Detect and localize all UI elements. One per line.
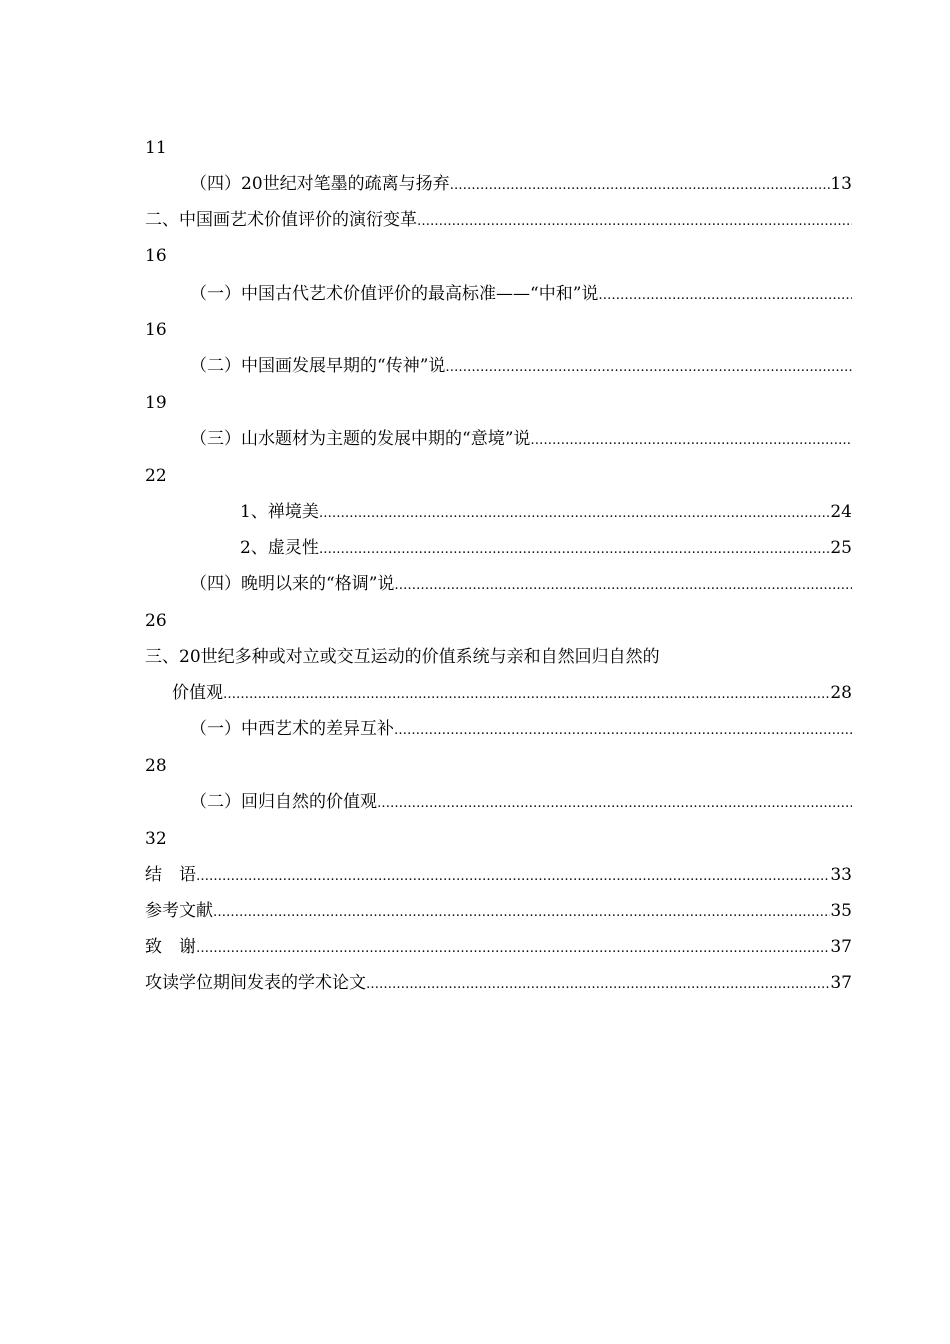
entry-title: （四）晚明以来的“格调”说 — [190, 574, 395, 594]
entry-title: （一）中国古代艺术价值评价的最高标准——“中和”说 — [190, 284, 599, 304]
dot-leader — [196, 936, 830, 962]
entry-title: （二）中国画发展早期的“传神”说 — [190, 356, 446, 376]
entry-title: 结 语 — [145, 865, 196, 885]
toc-entry[interactable] — [190, 353, 852, 379]
toc-entry[interactable] — [240, 499, 852, 525]
toc-entry[interactable] — [172, 680, 852, 706]
toc-page-number — [145, 390, 167, 416]
toc-page-number — [145, 135, 167, 161]
entry-title: 参考文献 — [145, 901, 213, 921]
dot-leader — [319, 537, 831, 563]
entry-title: （一）中西艺术的差异互补 — [190, 719, 394, 739]
toc-page-number — [145, 608, 167, 634]
dot-leader — [394, 718, 852, 744]
page-number: 35 — [830, 901, 852, 921]
page-number: 33 — [830, 865, 852, 885]
entry-title: 1、禅境美 — [240, 502, 319, 522]
page-number: 22 — [145, 466, 167, 486]
dot-leader — [213, 900, 830, 926]
toc-page-number — [145, 243, 167, 269]
page-number: 16 — [145, 320, 167, 340]
page-number: 24 — [830, 502, 852, 522]
entry-title: 二、中国画艺术价值评价的演衍变革 — [145, 210, 417, 230]
dot-leader — [377, 791, 852, 817]
toc-entry[interactable] — [240, 535, 852, 561]
page-number: 28 — [830, 683, 852, 703]
entry-title: 2、虚灵性 — [240, 538, 319, 558]
toc-entry[interactable] — [145, 207, 852, 233]
page-number: 37 — [830, 973, 852, 993]
toc-entry[interactable] — [190, 426, 852, 452]
entry-title: 三、20世纪多种或对立或交互运动的价值系统与亲和自然回归自然的 — [145, 647, 660, 667]
dot-leader — [196, 864, 830, 890]
entry-title: （二）回归自然的价值观 — [190, 792, 377, 812]
toc-entry[interactable] — [145, 898, 852, 924]
page-number: 19 — [145, 393, 167, 413]
toc-entry[interactable] — [190, 716, 852, 742]
entry-title: （三）山水题材为主题的发展中期的“意境”说 — [190, 429, 531, 449]
toc-entry[interactable] — [190, 171, 852, 197]
page-number: 13 — [830, 174, 852, 194]
entry-title: （四）20世纪对笔墨的疏离与扬弃 — [190, 174, 450, 194]
toc-entry[interactable] — [145, 862, 852, 888]
dot-leader — [366, 972, 830, 998]
entry-title: 致 谢 — [145, 937, 196, 957]
toc-entry[interactable] — [190, 281, 852, 307]
entry-title: 价值观 — [172, 683, 223, 703]
page-number: 28 — [145, 756, 167, 776]
entry-title: 攻读学位期间发表的学术论文 — [145, 973, 366, 993]
toc-entry[interactable] — [145, 970, 852, 996]
dot-leader — [530, 428, 852, 454]
page-number: 11 — [145, 138, 167, 158]
toc-entry[interactable] — [145, 934, 852, 960]
dot-leader — [417, 209, 852, 235]
page-number: 37 — [830, 937, 852, 957]
toc-entry[interactable] — [145, 644, 660, 670]
page-number: 16 — [145, 246, 167, 266]
toc-entry[interactable] — [190, 789, 852, 815]
page-number: 25 — [830, 538, 852, 558]
dot-leader — [450, 173, 831, 199]
dot-leader — [394, 573, 852, 599]
toc-page-number — [145, 826, 167, 852]
toc-entry[interactable] — [190, 571, 852, 597]
dot-leader — [445, 355, 852, 381]
page-number: 26 — [145, 611, 167, 631]
toc-page-number — [145, 463, 167, 489]
dot-leader — [598, 283, 852, 309]
toc-page-number — [145, 753, 167, 779]
page-number: 32 — [145, 829, 167, 849]
dot-leader — [319, 501, 831, 527]
dot-leader — [223, 682, 830, 708]
toc-page-number — [145, 317, 167, 343]
